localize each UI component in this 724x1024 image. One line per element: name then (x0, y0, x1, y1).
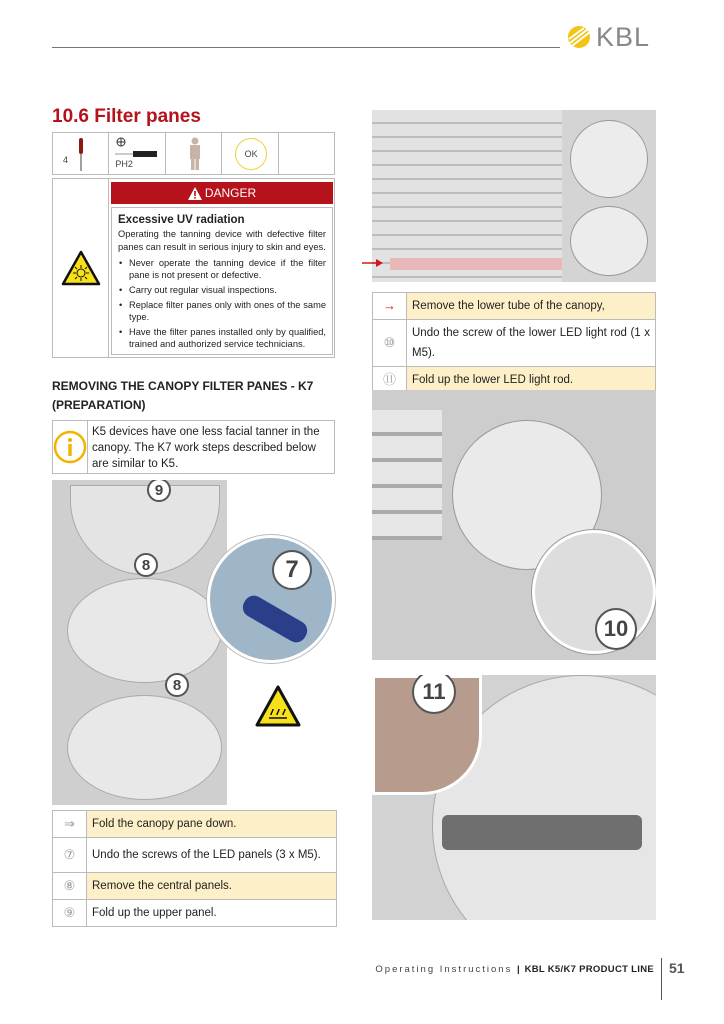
screwdriver-cell (53, 133, 109, 175)
screwdriver-size: 4 (63, 155, 69, 165)
warning-icon (188, 187, 202, 200)
info-text: K5 devices have one less facial tanner in the canopy. The K7 work steps described below are similar to K5. (92, 426, 320, 470)
step-text: Fold up the lower LED light rod. (407, 367, 656, 394)
page-title: 10.6 Filter panes (52, 106, 201, 127)
step-marker: ⑧ (53, 873, 87, 900)
danger-bullet: • Carry out regular visual inspections. (118, 284, 326, 296)
canopy-tubes-figure (372, 110, 656, 282)
danger-heading: Excessive UV radiation (118, 214, 245, 226)
page-number: 51 (669, 960, 685, 976)
step-text: Remove the central panels. (87, 873, 337, 900)
callout-9: 9 (147, 480, 171, 502)
canopy-figure-left (52, 480, 227, 805)
step-marker: → (373, 293, 407, 320)
step-marker: ⑦ (53, 838, 87, 873)
phillips-screwdriver-icon (115, 137, 163, 159)
danger-box (52, 178, 335, 358)
section-heading: REMOVING THE CANOPY FILTER PANES - K7 (PREPARATION) (52, 379, 314, 412)
step-row (373, 320, 656, 367)
step-text: Undo the screws of the LED panels (3 x M5). (87, 838, 337, 873)
danger-body (111, 207, 333, 355)
phillips-cell (109, 133, 165, 175)
callout-8: 8 (134, 553, 158, 577)
danger-bullet: • Replace filter panes only with ones of the same type. (118, 299, 326, 323)
person-icon (188, 137, 202, 171)
danger-list (118, 257, 326, 350)
step-marker: ⑪ (373, 367, 407, 394)
phillips-label: PH2 (115, 159, 133, 169)
step-row (373, 293, 656, 320)
logo-text: KBL (596, 21, 651, 52)
footer-product: KBL K5/K7 PRODUCT LINE (524, 964, 654, 975)
callout-8: 8 (165, 673, 189, 697)
step-marker: ⑨ (53, 900, 87, 927)
callout-7: 7 (272, 550, 312, 590)
uv-radiation-warning-icon (61, 250, 101, 286)
callout-11: 11 (412, 675, 456, 714)
footer-separator: | (516, 964, 520, 975)
callout-10: 10 (595, 608, 637, 650)
danger-bullet: • Never operate the tanning device if the filter pane is not present or defective. (118, 257, 326, 281)
kbl-logo (566, 22, 661, 52)
info-icon-cell (53, 421, 88, 473)
step-text: Undo the screw of the lower LED light rod (1 x M5). (407, 320, 656, 367)
info-box (52, 420, 335, 474)
right-steps-table (372, 292, 656, 394)
hot-surface-warning-icon (255, 685, 301, 727)
logo-icon (566, 25, 592, 49)
step-text: Fold the canopy pane down. (87, 811, 337, 838)
detail-circle-7 (207, 535, 335, 663)
tools-table (52, 132, 335, 175)
screwdriver-icon (77, 138, 85, 172)
danger-bullet: • Have the filter panes installed only by qualified, trained and authorized service technicians. (118, 326, 326, 350)
fold-rod-figure (372, 675, 656, 920)
red-arrow-icon (362, 258, 384, 268)
person-cell (165, 133, 221, 175)
left-steps-table (52, 810, 337, 927)
ok-badge: OK (235, 138, 267, 170)
uv-warning-cell (53, 179, 109, 357)
empty-cell (278, 133, 334, 175)
led-rod-figure (372, 390, 656, 660)
step-text: Fold up the upper panel. (87, 900, 337, 927)
step-row (53, 900, 337, 927)
danger-header (111, 182, 333, 204)
footer-doc-title: Operating Instructions (375, 964, 513, 975)
header-rule (52, 47, 560, 48)
step-text: Remove the lower tube of the canopy, (407, 293, 656, 320)
footer-text (375, 964, 654, 975)
ok-cell (222, 133, 278, 175)
step-row (53, 838, 337, 873)
step-marker: ⑩ (373, 320, 407, 367)
info-icon (53, 430, 87, 464)
danger-label: DANGER (204, 186, 257, 200)
footer-divider (661, 958, 662, 1000)
step-row (53, 811, 337, 838)
step-marker: ⇒ (53, 811, 87, 838)
danger-intro: Operating the tanning device with defective filter panes can result in serious injury to skin and eyes. (118, 229, 326, 252)
step-row (53, 873, 337, 900)
